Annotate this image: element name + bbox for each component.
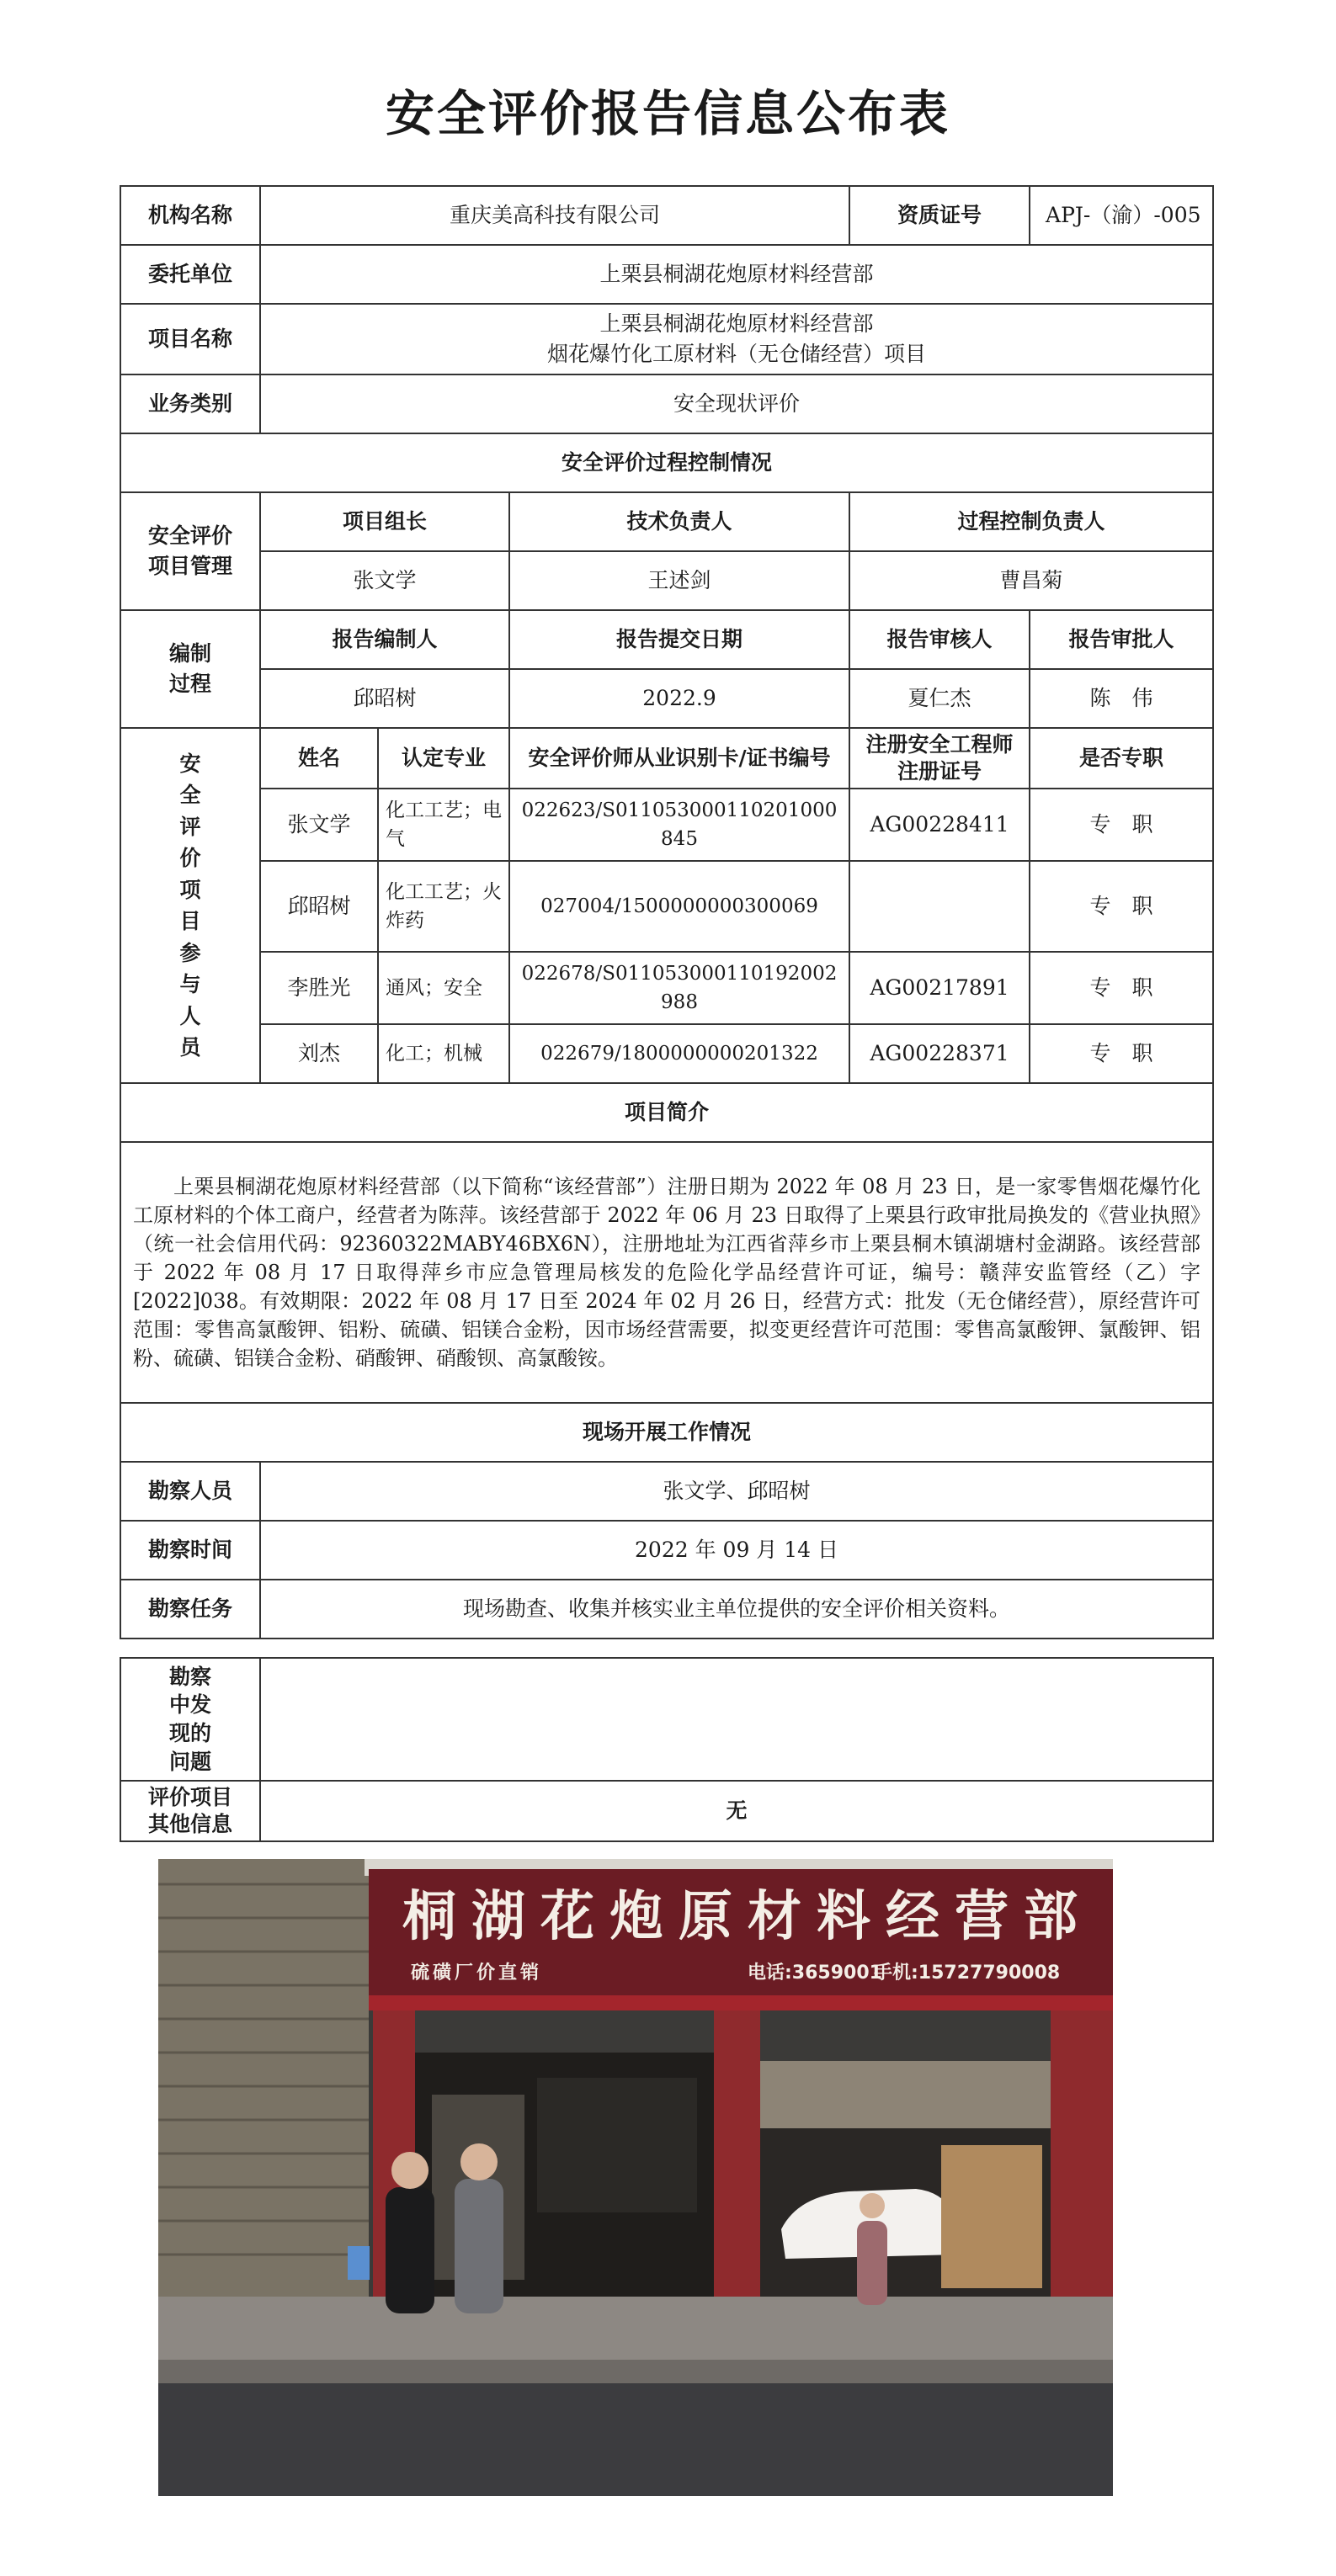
compile-value-reviewer: 夏仁杰	[849, 669, 1030, 728]
section-process-control: 安全评价过程控制情况	[120, 433, 1213, 492]
sign-title: 桐湖花炮原材料经营部	[402, 1886, 1093, 1948]
sign-mobile: 手机:15727790008	[874, 1963, 1061, 1984]
info-table	[120, 185, 1214, 1639]
cert-label: 资质证号	[849, 186, 1030, 245]
compile-header-reviewer: 报告审核人	[849, 610, 1030, 669]
project-label: 项目名称	[120, 304, 260, 374]
participant-card: 022679/1800000000201322	[509, 1024, 849, 1083]
participants-header-reg: 注册安全工程师注册证号	[849, 728, 1030, 789]
participant-card: 022623/S011053000110201000845	[509, 789, 849, 861]
management-value-leader: 张文学	[260, 551, 509, 610]
site-photo	[158, 1859, 1113, 2496]
participant-fulltime: 专 职	[1030, 952, 1213, 1024]
org-label: 机构名称	[120, 186, 260, 245]
table-row	[120, 1024, 1213, 1083]
survey-task-value: 现场勘查、收集并核实业主单位提供的安全评价相关资料。	[260, 1580, 1213, 1639]
management-label: 安全评价项目管理	[120, 492, 260, 610]
other-info-value: 无	[260, 1781, 1213, 1841]
participants-header-name: 姓名	[260, 728, 378, 789]
participant-card: 022678/S011053000110192002988	[509, 952, 849, 1024]
survey-time-label: 勘察时间	[120, 1521, 260, 1580]
participant-fulltime: 专 职	[1030, 1024, 1213, 1083]
sign-left-text: 硫磺厂价直销	[411, 1963, 543, 1984]
participant-fulltime: 专 职	[1030, 861, 1213, 952]
participant-name: 邱昭树	[260, 861, 378, 952]
business-value: 安全现状评价	[260, 374, 1213, 433]
management-header-tech: 技术负责人	[509, 492, 849, 551]
project-name-line1: 上栗县桐湖花炮原材料经营部	[599, 311, 874, 336]
compile-value-date: 2022.9	[509, 669, 849, 728]
participant-reg: AG00228411	[849, 789, 1030, 861]
participant-name: 刘杰	[260, 1024, 378, 1083]
participants-header-fulltime: 是否专职	[1030, 728, 1213, 789]
table-row	[120, 789, 1213, 861]
compile-header-date: 报告提交日期	[509, 610, 849, 669]
participants-header-major: 认定专业	[378, 728, 509, 789]
management-value-control: 曹昌菊	[849, 551, 1213, 610]
section-project-intro: 项目简介	[120, 1083, 1213, 1142]
compile-value-approver: 陈 伟	[1030, 669, 1213, 728]
client-label: 委托单位	[120, 245, 260, 304]
project-intro-text: 上栗县桐湖花炮原材料经营部（以下简称“该经营部”）注册日期为 2022 年 08 月 23 日，是一家零售烟花爆竹化工原材料的个体工商户，经营者为陈萍。该经营部于 2022 年 06 月 23 日取得了上栗县行政审批局换发的《营业执照》（统一社会信用代码：92360322MABY46BX6N），注册地址为江西省萍乡市上栗县桐木镇湖塘村金湖路。该经营部于 2022 年 08 月 17 日取得萍乡市应急管理局核发的危险化学品经营许可证，编号：赣萍安监管经（乙）字[2022]038。有效期限：2022 年 08 月 17 日至 2024 年 02 月 26 日，经营方式：批发（无仓储经营），原经营许可范围：零售高氯酸钾、铝粉、硫磺、铝镁合金粉，因市场经营需要，拟变更经营许可范围：零售高氯酸钾、氯酸钾、铝粉、硫磺、铝镁合金粉、硝酸钾、硝酸钡、高氯酸铵。	[120, 1142, 1213, 1403]
compile-value-author: 邱昭树	[260, 669, 509, 728]
survey-task-label: 勘察任务	[120, 1580, 260, 1639]
project-name	[260, 304, 1213, 374]
management-value-tech: 王述剑	[509, 551, 849, 610]
participant-major: 化工工艺；火炸药	[378, 861, 509, 952]
table-row	[120, 952, 1213, 1024]
participants-header-card: 安全评价师从业识别卡/证书编号	[509, 728, 849, 789]
management-header-leader: 项目组长	[260, 492, 509, 551]
compile-header-author: 报告编制人	[260, 610, 509, 669]
participants-label: 安全评价项目参与人员	[120, 728, 260, 1083]
issues-table	[120, 1657, 1214, 1842]
table-row	[120, 861, 1213, 952]
issues-value	[260, 1658, 1213, 1781]
other-info-label: 评价项目其他信息	[120, 1781, 260, 1841]
participant-name: 李胜光	[260, 952, 378, 1024]
business-label: 业务类别	[120, 374, 260, 433]
section-field-work: 现场开展工作情况	[120, 1403, 1213, 1462]
survey-time-value: 2022 年 09 月 14 日	[260, 1521, 1213, 1580]
participant-major: 化工工艺；电气	[378, 789, 509, 861]
survey-people-label: 勘察人员	[120, 1462, 260, 1521]
participant-major: 通风；安全	[378, 952, 509, 1024]
participant-reg	[849, 861, 1030, 952]
participant-fulltime: 专 职	[1030, 789, 1213, 861]
management-header-control: 过程控制负责人	[849, 492, 1213, 551]
project-name-line2: 烟花爆竹化工原材料（无仓储经营）项目	[547, 342, 927, 366]
org-value: 重庆美高科技有限公司	[260, 186, 849, 245]
participant-reg: AG00217891	[849, 952, 1030, 1024]
compile-header-approver: 报告审批人	[1030, 610, 1213, 669]
client-value: 上栗县桐湖花炮原材料经营部	[260, 245, 1213, 304]
sign-phone: 电话:3659001	[748, 1963, 882, 1984]
participant-card: 027004/1500000000300069	[509, 861, 849, 952]
participant-name: 张文学	[260, 789, 378, 861]
page-title: 安全评价报告信息公布表	[385, 85, 950, 142]
compile-label: 编制过程	[120, 610, 260, 728]
participant-reg: AG00228371	[849, 1024, 1030, 1083]
cert-value: APJ-（渝）-005	[1030, 186, 1213, 245]
issues-label: 勘察中发现的问题	[120, 1658, 260, 1781]
participant-major: 化工；机械	[378, 1024, 509, 1083]
survey-people-value: 张文学、邱昭树	[260, 1462, 1213, 1521]
